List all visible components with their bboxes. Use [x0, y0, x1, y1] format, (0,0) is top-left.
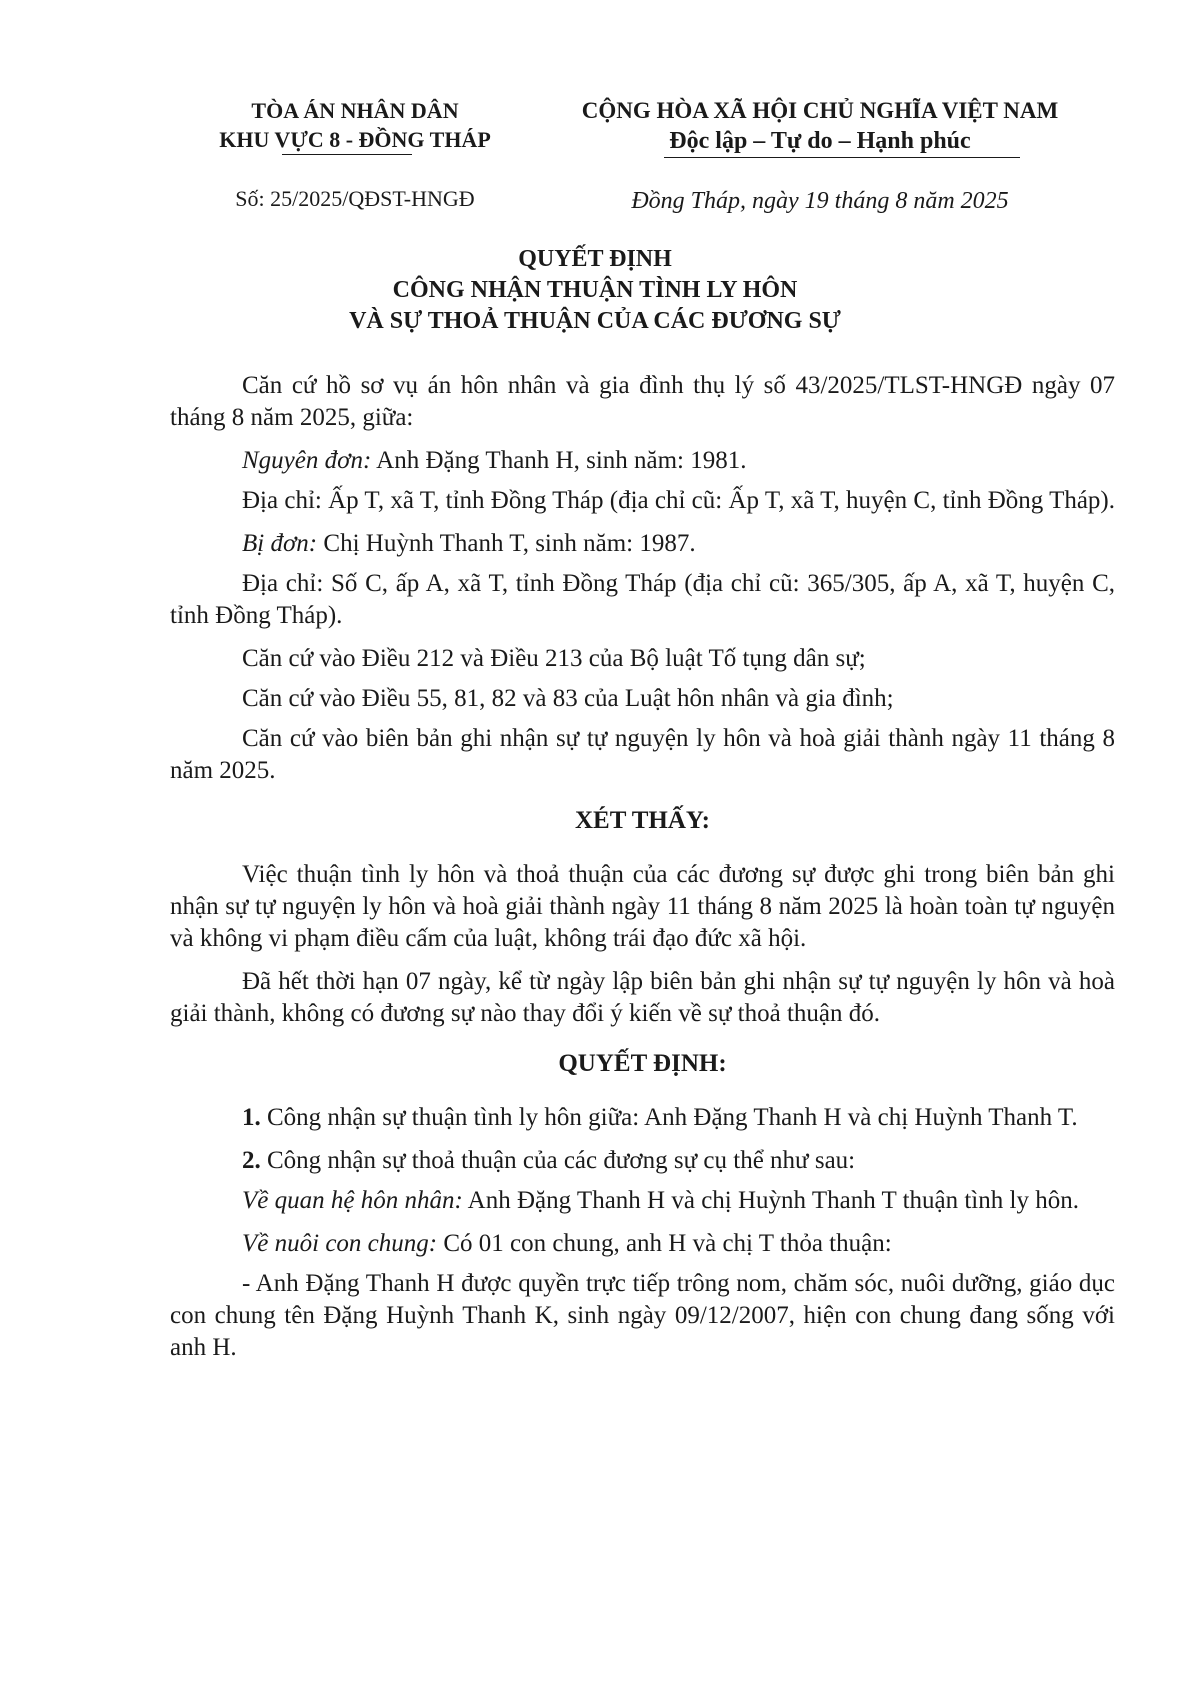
plaintiff-paragraph: [170, 445, 1115, 477]
motto-underline: [664, 157, 1020, 158]
plaintiff-label: Nguyên đơn:: [242, 447, 372, 474]
title-line-3: VÀ SỰ THOẢ THUẬN CỦA CÁC ĐƯƠNG SỰ: [349, 308, 841, 334]
marriage-text: Anh Đặng Thanh H và chị Huỳnh Thanh T thuận tình ly hôn.: [462, 1187, 1079, 1214]
defendant-address: Địa chỉ: Số C, ấp A, xã T, tỉnh Đồng Tháp (địa chỉ cũ: 365/305, ấp A, xã T, huyện C, tỉnh Đồng Tháp).: [170, 570, 1115, 629]
plaintiff-address: Địa chỉ: Ấp T, xã T, tỉnh Đồng Tháp (địa chỉ cũ: Ấp T, xã T, huyện C, tỉnh Đồng Tháp).: [242, 487, 1116, 514]
national-header: [570, 96, 1070, 156]
findings-paragraph-2: Đã hết thời hạn 07 ngày, kể từ ngày lập biên bản ghi nhận sự tự nguyện ly hôn và hoà giải thành, không có đương sự nào thay đổi ý kiến về sự thoả thuận đó.: [170, 968, 1115, 1027]
decision-item-2-text: Công nhận sự thoả thuận của các đương sự cụ thể như sau:: [260, 1147, 856, 1174]
document-body: [170, 370, 1115, 1375]
plaintiff-value: Anh Đặng Thanh H, sinh năm: 1981.: [371, 447, 747, 474]
case-file-paragraph: Căn cứ hồ sơ vụ án hôn nhân và gia đình thụ lý số 43/2025/TLST-HNGĐ ngày 07 tháng 8 năm 2025, giữa:: [170, 372, 1115, 431]
document-title: [160, 244, 1030, 337]
child-label: Về nuôi con chung:: [242, 1230, 438, 1257]
decision-item-1-number: 1.: [242, 1104, 261, 1131]
marriage-paragraph: [170, 1185, 1115, 1217]
defendant-paragraph: [170, 528, 1115, 560]
court-header: [195, 96, 515, 154]
decision-item-1-text: Công nhận sự thuận tình ly hôn giữa: Anh Đặng Thanh H và chị Huỳnh Thanh T.: [260, 1104, 1078, 1131]
child-text: Có 01 con chung, anh H và chị T thỏa thuận:: [437, 1230, 892, 1257]
legal-basis-3: Căn cứ vào biên bản ghi nhận sự tự nguyện ly hôn và hoà giải thành ngày 11 tháng 8 năm 2025.: [170, 725, 1115, 784]
findings-heading: XÉT THẤY:: [574, 807, 710, 834]
decision-item-1: [170, 1102, 1115, 1134]
court-name: TÒA ÁN NHÂN DÂN: [251, 98, 459, 123]
title-line-1: QUYẾT ĐỊNH: [518, 246, 672, 272]
decision-item-2: [170, 1145, 1115, 1177]
defendant-value: Chị Huỳnh Thanh T, sinh năm: 1987.: [317, 530, 696, 557]
decision-heading: QUYẾT ĐỊNH:: [558, 1050, 727, 1077]
decision-item-2-number: 2.: [242, 1147, 261, 1174]
child-paragraph: [170, 1228, 1115, 1260]
marriage-label: Về quan hệ hôn nhân:: [242, 1187, 463, 1214]
defendant-label: Bị đơn:: [242, 530, 318, 557]
custody-paragraph: - Anh Đặng Thanh H được quyền trực tiếp trông nom, chăm sóc, nuôi dưỡng, giáo dục con chung tên Đặng Huỳnh Thanh K, sinh ngày 09/12/2007, hiện con chung đang sống với anh H.: [170, 1270, 1115, 1361]
national-motto: Độc lập – Tự do – Hạnh phúc: [669, 128, 971, 154]
legal-basis-2: Căn cứ vào Điều 55, 81, 82 và 83 của Luật hôn nhân và gia đình;: [242, 685, 894, 712]
title-line-2: CÔNG NHẬN THUẬN TÌNH LY HÔN: [392, 277, 798, 303]
document-number: Số: 25/2025/QĐST-HNGĐ: [235, 186, 475, 211]
place-date: Đồng Tháp, ngày 19 tháng 8 năm 2025: [631, 188, 1009, 214]
nation-name: CỘNG HÒA XÃ HỘI CHỦ NGHĨA VIỆT NAM: [581, 98, 1059, 123]
findings-paragraph-1: Việc thuận tình ly hôn và thoả thuận của các đương sự được ghi trong biên bản ghi nhận sự tự nguyện ly hôn và hoà giải thành ngày 11 tháng 8 năm 2025 là hoàn toàn tự nguyện và không vi phạm điều cấm của luật, không trái đạo đức xã hội.: [170, 861, 1115, 952]
court-header-underline: [282, 154, 412, 155]
court-region: KHU VỰC 8 - ĐỒNG THÁP: [219, 127, 491, 152]
legal-basis-1: Căn cứ vào Điều 212 và Điều 213 của Bộ luật Tố tụng dân sự;: [242, 645, 866, 672]
